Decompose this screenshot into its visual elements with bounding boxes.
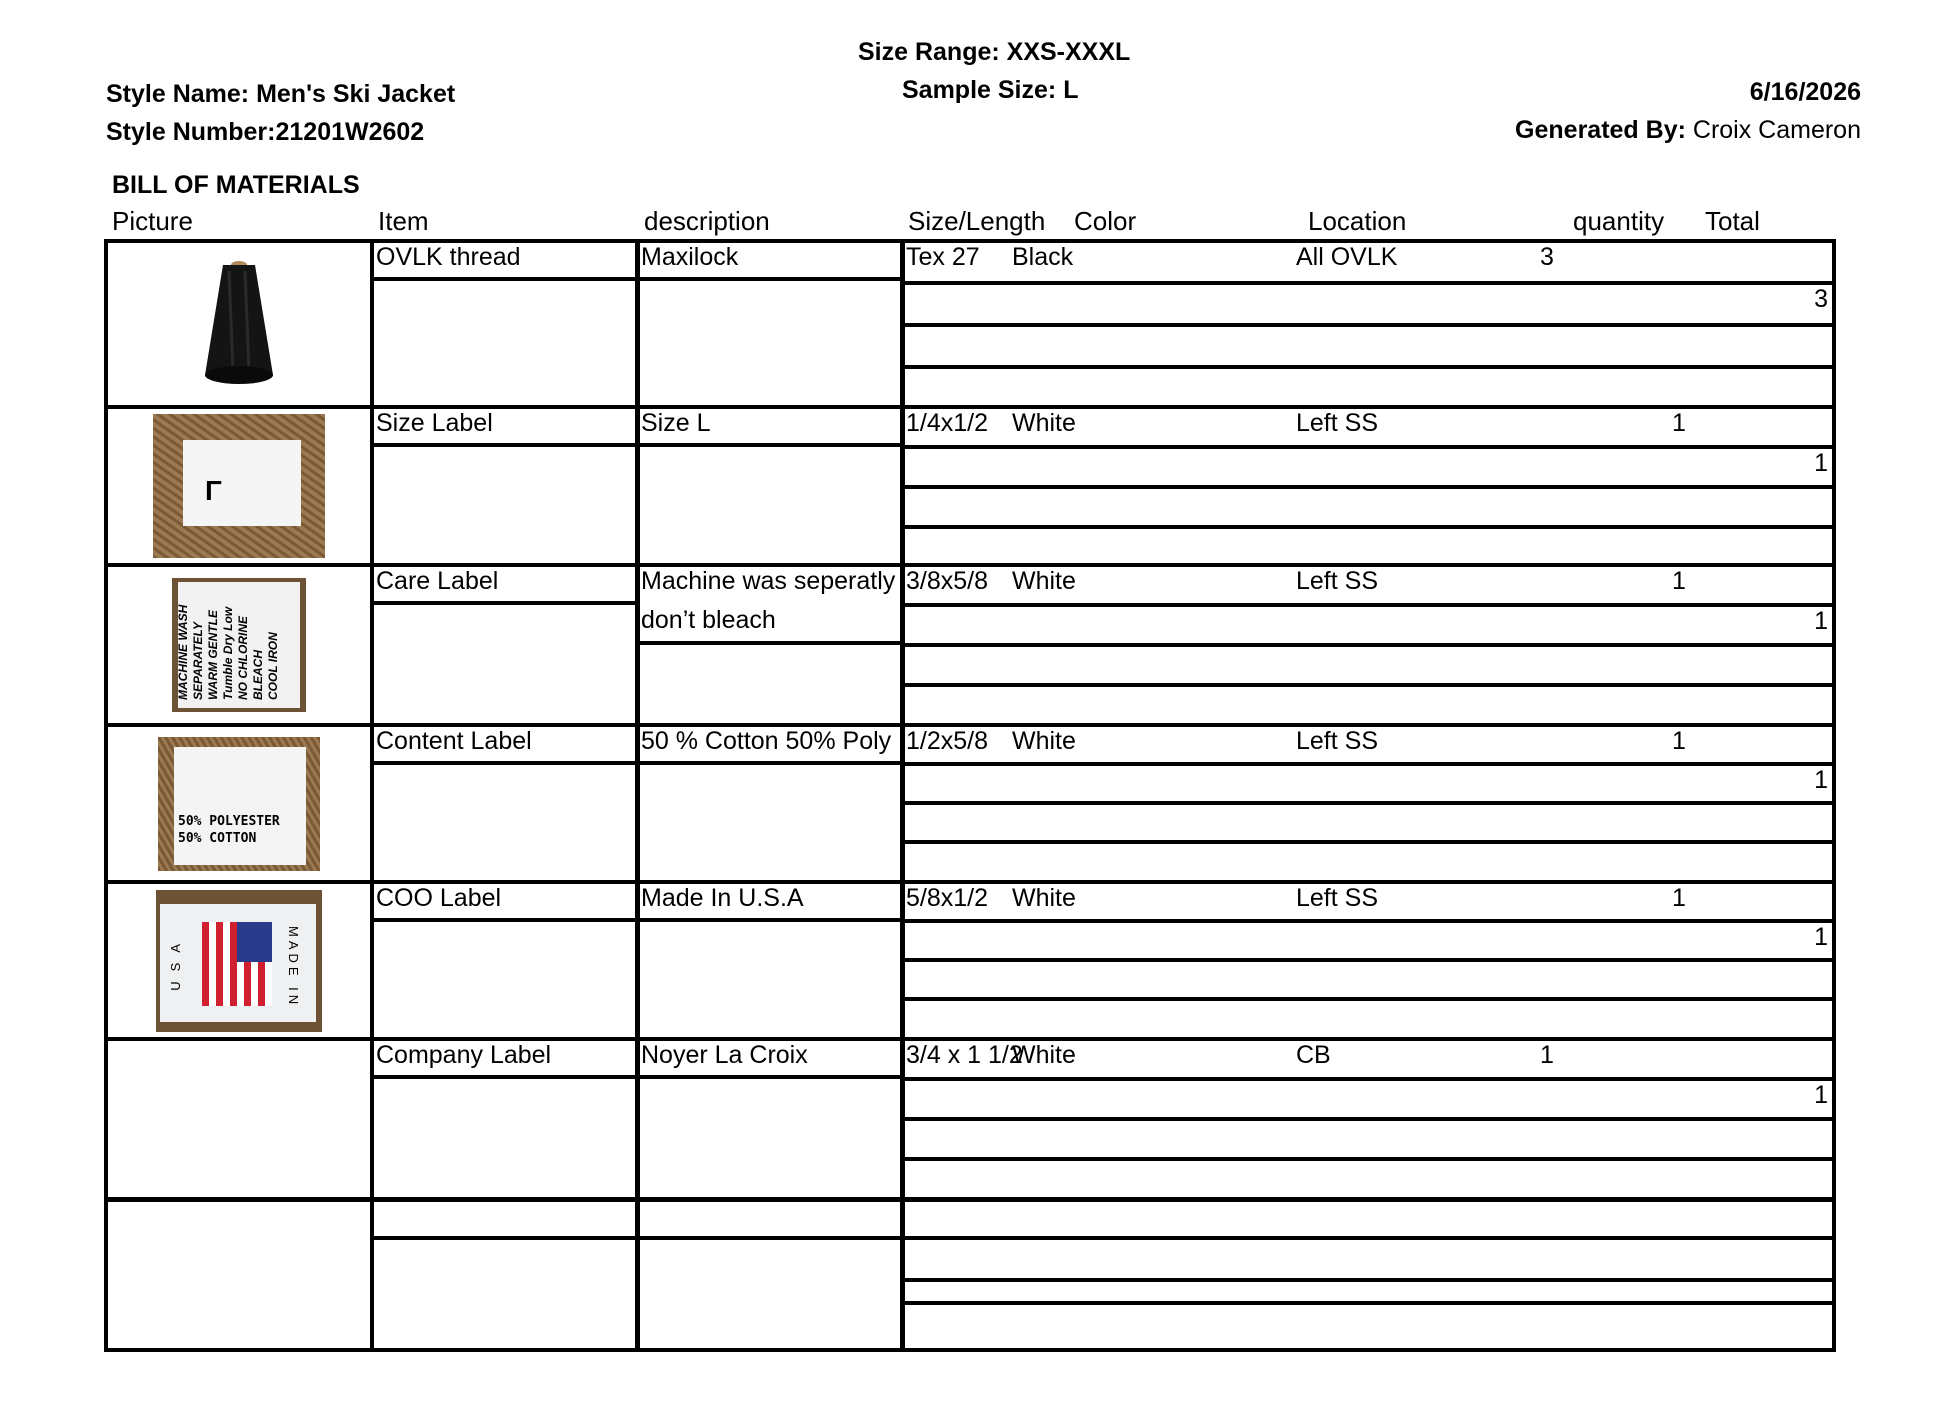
thread-cone-icon [189,257,289,392]
description-underline [635,918,905,922]
item-quantity: 1 [1672,567,1686,595]
detail-subrow-line [900,485,1836,489]
item-color: White [1012,567,1076,595]
description-underline [635,1236,905,1240]
row-picture [156,890,322,1032]
detail-subrow-line [900,1117,1836,1121]
item-description: 50 % Cotton 50% Poly [641,727,892,755]
coo-label-usa-text: USA [168,934,183,991]
item-total: 1 [1814,449,1828,477]
item-underline [370,761,640,765]
row-picture-cell [104,1037,374,1201]
col-header-total: Total [1705,206,1760,236]
bill-of-materials-table [104,239,1836,1352]
item-description: Size L [641,409,711,437]
care-label-text: MACHINE WASH [176,604,190,700]
description-underline [635,761,905,765]
size-label-photo [153,414,325,558]
item-description-line2: don’t bleach [641,606,776,634]
item-total: 1 [1814,923,1828,951]
row-picture [189,257,289,397]
item-underline [370,1236,640,1240]
content-label-text: 50% POLYESTER [178,814,280,829]
item-total: 1 [1814,766,1828,794]
item-name: Content Label [376,727,532,755]
usa-flag-icon [202,922,272,1006]
item-underline [370,277,640,281]
item-quantity: 1 [1540,1041,1554,1069]
empty-item-cell [370,1198,640,1352]
generated-by: Generated By: Croix Cameron [1515,116,1861,144]
item-description: Noyer La Croix [641,1041,808,1069]
detail-subrow-line [900,1301,1836,1305]
item-size: 5/8x1/2 [906,884,989,912]
col-header-color: Color [1074,206,1137,236]
item-name: COO Label [376,884,502,912]
item-underline [370,443,640,447]
detail-subrow-line [900,525,1836,529]
item-quantity: 3 [1540,243,1554,271]
coo-label-madein-text: MADE IN [286,926,301,1009]
item-color: White [1012,884,1076,912]
empty-description-cell [635,1198,905,1352]
description-underline [635,277,905,281]
item-quantity: 1 [1672,409,1686,437]
item-location: Left SS [1296,409,1378,437]
item-description: Machine was seperatly [641,567,896,595]
item-location: Left SS [1296,727,1378,755]
care-label-text: Tumble Dry Low [221,606,235,700]
detail-subrow-line [900,1157,1836,1161]
description-underline [635,641,905,645]
item-location: Left SS [1296,884,1378,912]
item-location: Left SS [1296,567,1378,595]
detail-subrow-line [900,323,1836,327]
item-quantity: 1 [1672,884,1686,912]
item-color: White [1012,727,1076,755]
content-label-photo [158,737,320,871]
col-header-item: Item [378,206,429,236]
care-label-text: SEPARATELY [191,621,205,700]
row-picture [158,737,320,871]
size-label-letter: L [205,475,223,506]
coo-label-photo [156,890,322,1032]
care-label-text: COOL IRON [266,632,280,700]
detail-subrow-line [900,1236,1836,1240]
sample-size: Sample Size: L [902,76,1079,104]
detail-subrow-line [900,958,1836,962]
detail-subrow-line [900,1278,1836,1282]
item-total: 3 [1814,285,1828,313]
item-name: Care Label [376,567,499,595]
item-quantity: 1 [1672,727,1686,755]
item-location: CB [1296,1041,1331,1069]
item-description: Maxilock [641,243,739,271]
empty-detail-cell [900,1198,1836,1352]
item-underline [370,918,640,922]
row-picture [172,578,306,712]
col-header-location: Location [1308,206,1407,236]
description-underline [635,1075,905,1079]
item-underline [370,1075,640,1079]
detail-subrow-line [900,683,1836,687]
row-picture [153,414,325,558]
item-name: Size Label [376,409,493,437]
item-name: Company Label [376,1041,552,1069]
col-header-size: Size/Length [908,206,1046,236]
content-label-text: 50% COTTON [178,831,257,846]
detail-subrow-line [900,643,1836,647]
item-size: Tex 27 [906,243,980,271]
size-range: Size Range: XXS-XXXL [858,38,1131,66]
item-location: All OVLK [1296,243,1398,271]
item-total: 1 [1814,607,1828,635]
style-name: Style Name: Men's Ski Jacket [106,80,456,108]
description-underline [635,443,905,447]
detail-subrow-line [900,997,1836,1001]
item-size: 3/4 x 1 1/2 [906,1041,1023,1069]
detail-subrow-line [900,365,1836,369]
care-label-photo [172,578,306,712]
care-label-text: WARM GENTLE [206,610,220,700]
col-header-quantity: quantity [1573,206,1665,236]
col-header-description: description [644,206,770,236]
col-header-picture: Picture [112,206,193,236]
item-color: Black [1012,243,1074,271]
report-date: 6/16/2026 [1749,78,1861,106]
style-number: Style Number:21201W2602 [106,118,425,146]
care-label-text: NO CHLORINE BLEACH [236,616,265,700]
detail-subrow-line [900,801,1836,805]
item-description: Made In U.S.A [641,884,804,912]
item-underline [370,601,640,605]
item-size: 1/2x5/8 [906,727,989,755]
item-color: White [1012,409,1076,437]
item-name: OVLK thread [376,243,521,271]
section-title: BILL OF MATERIALS [112,171,360,199]
item-size: 1/4x1/2 [906,409,989,437]
item-size: 3/8x5/8 [906,567,989,595]
item-color: White [1012,1041,1076,1069]
detail-subrow-line [900,840,1836,844]
empty-picture-cell [104,1198,374,1352]
item-total: 1 [1814,1081,1828,1109]
